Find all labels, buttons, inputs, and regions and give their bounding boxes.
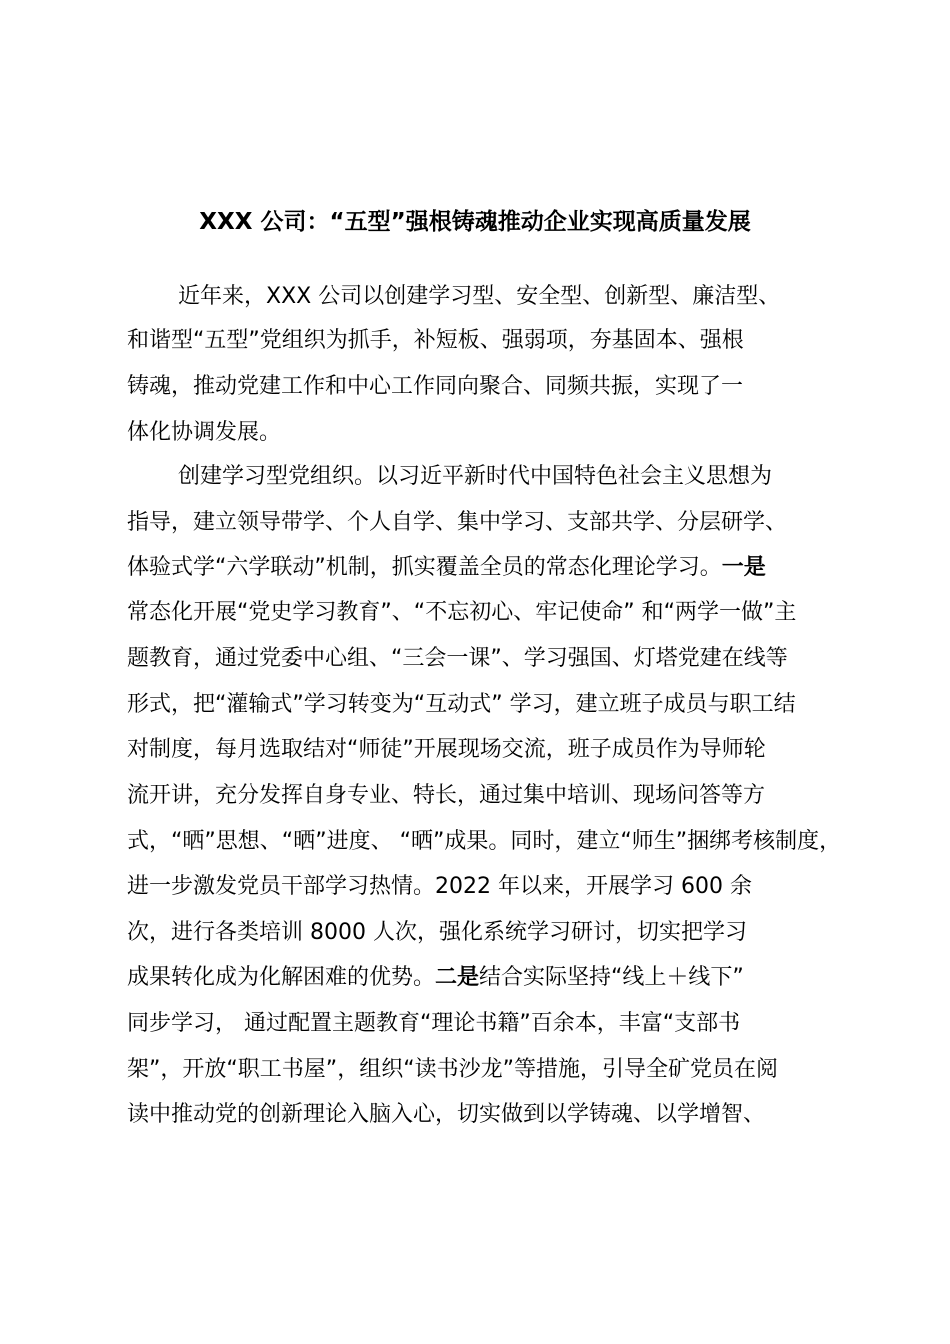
body-line <box>127 963 744 993</box>
body-line: 流开讲，充分发挥自身专业、特长，通过集中培训、现场问答等方 <box>127 783 766 808</box>
body-line-text: 成果转化成为化解困难的优势。 <box>127 965 436 990</box>
body-line: 铸魂，推动党建工作和中心工作同向聚合、同频共振，实现了一 <box>127 374 744 399</box>
bold-marker-second: 二是 <box>435 965 480 990</box>
body-line: 和谐型“五型”党组织为抓手，补短板、强弱项，夯基固本、强根 <box>127 328 744 353</box>
body-line: 常态化开展“党史学习教育”、“不忘初心、牢记使命” 和“两学一做”主 <box>127 600 797 625</box>
body-line <box>127 553 766 583</box>
bold-marker-first: 一是 <box>721 555 766 580</box>
body-line: 形式，把“灌输式”学习转变为“互动式” 学习，建立班子成员与职工结 <box>127 692 796 717</box>
body-line: 架”，开放“职工书屋”，组织“读书沙龙”等措施，引导全矿党员在阅 <box>127 1057 778 1082</box>
body-line: 同步学习， 通过配置主题教育“理论书籍”百余本，丰富“支部书 <box>127 1011 741 1036</box>
body-line-text: 体验式学“六学联动”机制，抓实覆盖全员的常态化理论学习。 <box>127 555 722 580</box>
body-line: 次，进行各类培训 8000 人次，强化系统学习研讨，切实把学习 <box>127 920 747 945</box>
body-line: 读中推动党的创新理论入脑入心，切实做到以学铸魂、以学增智、 <box>127 1102 766 1127</box>
body-line-text: 结合实际坚持“线上＋线下” <box>479 965 744 990</box>
body-line: 题教育，通过党委中心组、“三会一课”、学习强国、灯塔党建在线等 <box>127 646 788 671</box>
body-line: 指导，建立领导带学、个人自学、集中学习、支部共学、分层研学、 <box>127 510 788 535</box>
document-title: XXX 公司：“五型”强根铸魂推动企业实现高质量发展 <box>199 209 751 235</box>
body-line: 创建学习型党组织。以习近平新时代中国特色社会主义思想为 <box>178 464 773 489</box>
body-line: 体化协调发展。 <box>127 420 282 445</box>
body-line: 近年来，XXX 公司以创建学习型、安全型、创新型、廉洁型、 <box>178 284 781 309</box>
body-line: 对制度，每月选取结对“师徒”开展现场交流，班子成员作为导师轮 <box>127 737 766 762</box>
body-line: 式，“晒”思想、“晒”进度、 “晒”成果。同时，建立“师生”捆绑考核制度， <box>127 829 842 854</box>
body-line: 进一步激发党员干部学习热情。2022 年以来，开展学习 600 余 <box>127 874 752 899</box>
